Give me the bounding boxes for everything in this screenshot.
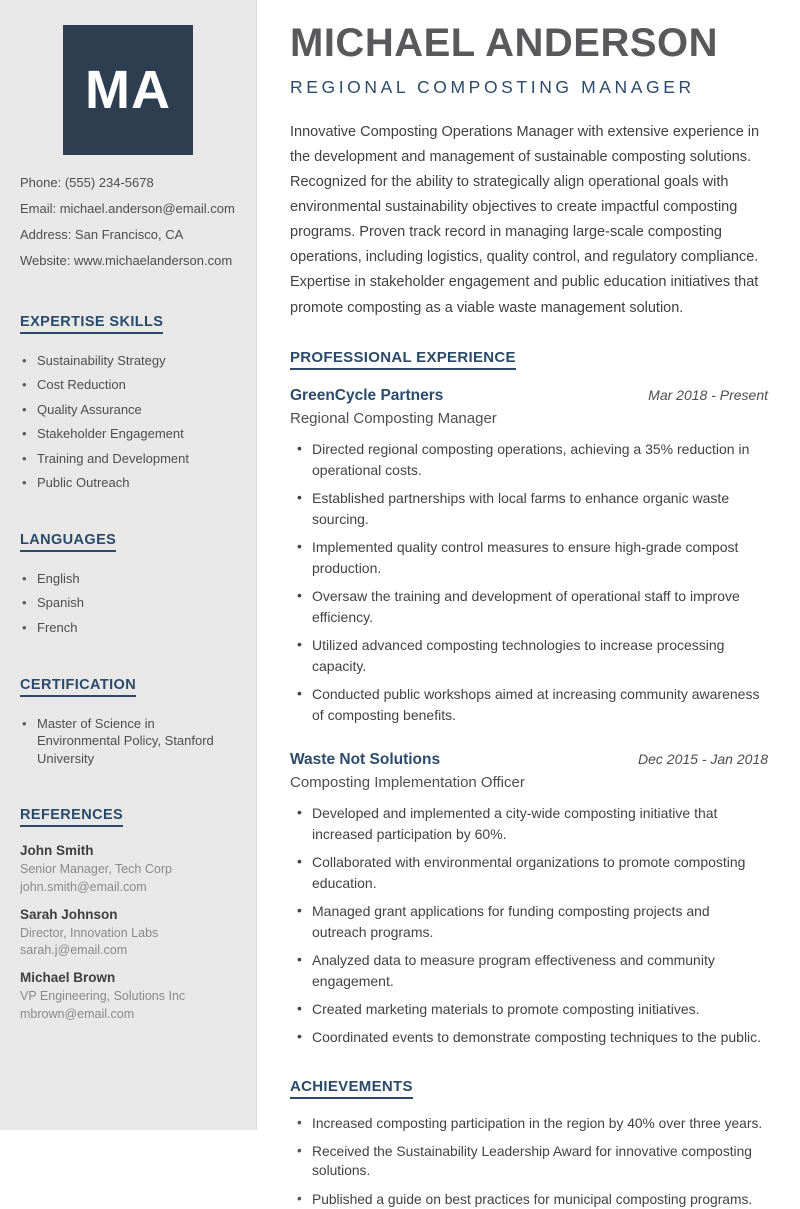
job-bullet-list [290,803,768,1048]
skill-item: • Sustainability Strategy [20,352,236,370]
job-dates: Mar 2018 - Present [648,386,768,403]
reference-email: john.smith@email.com [20,879,147,894]
contact-phone: Phone: (555) 234-5678 [20,175,154,190]
reference-name: Michael Brown [20,970,116,986]
achievements-heading: ACHIEVEMENTS [290,1078,768,1099]
job-bullet: • Coordinated events to demonstrate composting techniques to the public. [290,1027,768,1048]
expertise-skills-heading: EXPERTISE SKILLS [20,314,236,334]
monogram-initials: MA [85,60,171,120]
reference-email: sarah.j@email.com [20,943,128,958]
reference-role: Senior Manager, Tech Corp [20,862,172,877]
job-entry [290,387,768,726]
job-bullet: • Created marketing materials to promote composting initiatives. [290,999,768,1020]
contact-email: Email: michael.anderson@email.com [20,201,235,217]
reference-role: Director, Innovation Labs [20,925,159,940]
achievement-item: • Received the Sustainability Leadership Award for innovative composting solutions. [290,1142,768,1181]
job-bullet: • Established partnerships with local farms to enhance organic waste sourcing. [290,488,768,530]
language-item: • English [20,570,236,588]
job-bullet: • Directed regional composting operations, achieving a 35% reduction in operational costs. [290,439,768,481]
certification-heading: CERTIFICATION [20,677,236,697]
skill-item: • Public Outreach [20,474,236,492]
languages-list [20,570,236,637]
candidate-job-title: REGIONAL COMPOSTING MANAGER [290,77,695,97]
languages-heading: LANGUAGES [20,532,236,552]
reference-name: John Smith [20,843,94,859]
skill-item: • Stakeholder Engagement [20,425,236,443]
job-bullet: • Analyzed data to measure program effectiveness and community engagement. [290,950,768,992]
candidate-name: MICHAEL ANDERSON [290,21,719,65]
reference-name: Sarah Johnson [20,906,118,922]
company-name: Waste Not Solutions [290,750,441,768]
references-list [20,843,236,1024]
professional-experience-heading: PROFESSIONAL EXPERIENCE [290,349,768,370]
reference-entry [20,970,236,1024]
contact-address: Address: San Francisco, CA [20,227,184,243]
main-content [257,0,800,1207]
job-role: Regional Composting Manager [290,409,497,427]
company-name: GreenCycle Partners [290,386,444,404]
job-bullet: • Managed grant applications for funding composting projects and outreach programs. [290,901,768,943]
contact-info [20,174,236,270]
reference-entry [20,907,236,961]
reference-email: mbrown@email.com [20,1006,135,1021]
job-bullet: • Conducted public workshops aimed at increasing community awareness of composting benefits. [290,684,768,726]
contact-website: Website: www.michaelanderson.com [20,253,233,269]
monogram-avatar [63,25,193,155]
skill-item: • Quality Assurance [20,401,236,419]
job-entry [290,751,768,1048]
reference-role: VP Engineering, Solutions Inc [20,989,186,1004]
job-dates: Dec 2015 - Jan 2018 [638,750,768,767]
achievements-section [290,1078,768,1209]
achievement-item: • Increased composting participation in the region by 40% over three years. [290,1114,768,1133]
references-heading: REFERENCES [20,807,236,827]
job-header [290,751,768,769]
achievement-item: • Published a guide on best practices for municipal composting programs. [290,1190,768,1209]
certification-item: • Master of Science in Environmental Policy, Stanford University [20,715,236,768]
job-bullet: • Oversaw the training and development of operational staff to improve efficiency. [290,586,768,628]
job-bullet: • Implemented quality control measures to ensure high-grade compost production. [290,537,768,579]
certification-list [20,715,236,768]
professional-summary: Innovative Composting Operations Manager with extensive experience in the development and management of sustainable composting solutions. Recognized for the ability to strategically align operational goals with environmental sustainability objectives to create impactful composting programs. Proven track record in managing large-scale composting operations, including logistics, quality control, and regulatory compliance. Expertise in stakeholder engagement and public education initiatives that promote composting as a viable waste management solution. [290,124,760,316]
sidebar [0,0,257,1130]
skill-item: • Training and Development [20,450,236,468]
language-item: • French [20,619,236,637]
language-item: • Spanish [20,594,236,612]
job-header [290,387,768,405]
achievements-list [290,1114,768,1209]
job-bullet-list [290,439,768,726]
reference-entry [20,843,236,897]
job-bullet: • Developed and implemented a city-wide composting initiative that increased participation by 60%. [290,803,768,845]
job-bullet: • Utilized advanced composting technologies to increase processing capacity. [290,635,768,677]
skill-item: • Cost Reduction [20,376,236,394]
expertise-skills-list [20,352,236,492]
job-bullet: • Collaborated with environmental organizations to promote composting education. [290,852,768,894]
job-role: Composting Implementation Officer [290,773,525,791]
